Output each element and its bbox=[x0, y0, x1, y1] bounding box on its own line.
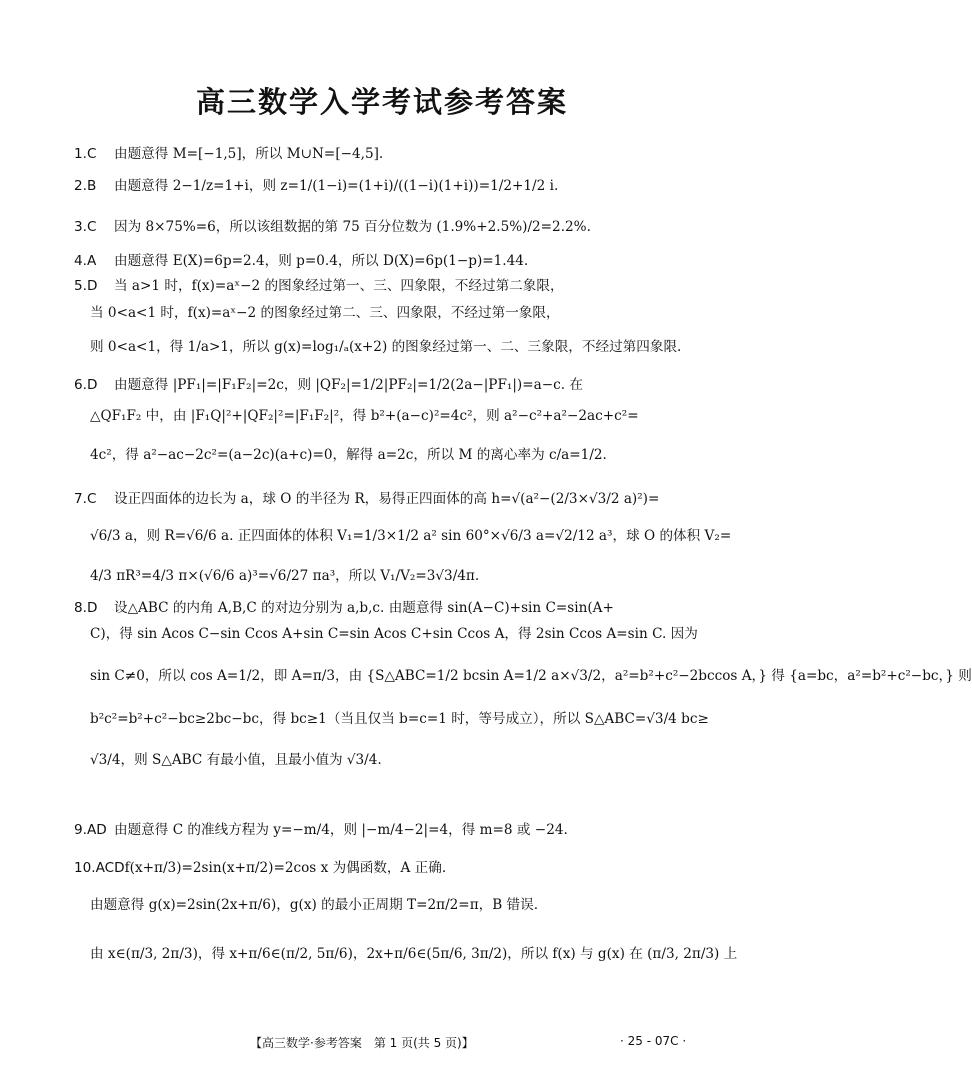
answer-line bbox=[90, 406, 730, 426]
answer-line bbox=[90, 445, 730, 465]
question-number: 5.D bbox=[74, 278, 98, 294]
answer-line bbox=[74, 489, 714, 509]
footer-code: · 25 - 07C · bbox=[620, 1034, 687, 1048]
answer-line bbox=[74, 375, 714, 395]
answer-line bbox=[90, 666, 972, 686]
answer-text: 因为 8×75%=6，所以该组数据的第 75 百分位数为 (1.9%+2.5%)/2=2.2%. bbox=[114, 219, 591, 235]
answer-line bbox=[74, 598, 714, 618]
answer-line bbox=[90, 624, 730, 644]
answer-line bbox=[90, 944, 738, 964]
answer-line bbox=[90, 750, 730, 770]
answer-text: 则 0<a<1，得 1/a>1，所以 g(x)=log₁/ₐ(x+2) 的图象经过第一、二、三象限，不经过第四象限. bbox=[90, 339, 682, 355]
answer-text: 4c²，得 a²−ac−2c²=(a−2c)(a+c)=0，解得 a=2c，所以 M 的离心率为 c/a=1/2. bbox=[90, 447, 607, 463]
question-number: 10.ACD bbox=[74, 860, 125, 876]
answer-line bbox=[74, 276, 714, 296]
answer-line bbox=[90, 709, 730, 729]
answer-line bbox=[90, 895, 730, 915]
question-number: 3.C bbox=[74, 219, 97, 235]
answer-line bbox=[74, 820, 714, 840]
answer-text: 4/3 πR³=4/3 π×(√6/6 a)³=√6/27 πa³，所以 V₁/V₂=3√3/4π. bbox=[90, 568, 480, 584]
answer-text: 由题意得 g(x)=2sin(2x+π/6)，g(x) 的最小正周期 T=2π/2=π，B 错误. bbox=[90, 897, 539, 913]
answer-line bbox=[74, 176, 714, 196]
answer-text: 当 0<a<1 时，f(x)=aˣ−2 的图象经过第二、三、四象限，不经过第一象限， bbox=[90, 305, 560, 321]
question-number: 8.D bbox=[74, 600, 98, 616]
question-number: 2.B bbox=[74, 178, 97, 194]
answer-text: 由题意得 E(X)=6p=2.4，则 p=0.4，所以 D(X)=6p(1−p)=1.44. bbox=[114, 253, 529, 269]
answer-text: 由题意得 2−1/z=1+i，则 z=1/(1−i)=(1+i)/((1−i)(1+i))=1/2+1/2 i. bbox=[114, 178, 559, 194]
answer-text: b²c²=b²+c²−bc≥2bc−bc，得 bc≥1（当且仅当 b=c=1 时，等号成立），所以 S△ABC=√3/4 bc≥ bbox=[90, 711, 709, 727]
answer-text: 由 x∈(π/3, 2π/3)，得 x+π/6∈(π/2, 5π/6)，2x+π/6∈(5π/6, 3π/2)，所以 f(x) 与 g(x) 在 (π/3, 2π/3) 上 bbox=[90, 946, 738, 962]
answer-line bbox=[90, 526, 730, 546]
answer-text: 当 a>1 时，f(x)=aˣ−2 的图象经过第一、三、四象限，不经过第二象限， bbox=[114, 278, 564, 294]
answer-text: C)，得 sin Acos C−sin Ccos A+sin C=sin Acos C+sin Ccos A，得 2sin Ccos A=sin C. 因为 bbox=[90, 626, 698, 642]
answer-text: √6/3 a，则 R=√6/6 a. 正四面体的体积 V₁=1/3×1/2 a² sin 60°×√6/3 a=√2/12 a³，球 O 的体积 V₂= bbox=[90, 528, 732, 544]
page-title: 高三数学入学考试参考答案 bbox=[195, 85, 568, 119]
footer-page-info: 【高三数学·参考答案 第 1 页(共 5 页)】 bbox=[250, 1036, 474, 1050]
question-number: 1.C bbox=[74, 146, 97, 162]
answer-line bbox=[74, 858, 714, 878]
answer-text: 设正四面体的边长为 a，球 O 的半径为 R，易得正四面体的高 h=√(a²−(2/3×√3/2 a)²)= bbox=[114, 491, 660, 507]
question-number: 9.AD bbox=[74, 822, 107, 838]
answer-line bbox=[90, 303, 730, 323]
answer-text: sin C≠0，所以 cos A=1/2，即 A=π/3，由 {S△ABC=1/2 bcsin A=1/2 a×√3/2，a²=b²+c²−2bccos A，} 得 {a=bc，a²=b²+c²−bc，} 则 bbox=[90, 668, 972, 684]
answer-text: 由题意得 C 的准线方程为 y=−m/4，则 |−m/4−2|=4，得 m=8 或 −24. bbox=[114, 822, 568, 838]
answer-line bbox=[74, 144, 714, 164]
question-number: 4.A bbox=[74, 253, 97, 269]
answer-text: △QF₁F₂ 中，由 |F₁Q|²+|QF₂|²=|F₁F₂|²，得 b²+(a−c)²=4c²，则 a²−c²+a²−2ac+c²= bbox=[90, 408, 639, 424]
question-number: 6.D bbox=[74, 377, 98, 393]
answer-line bbox=[74, 217, 714, 237]
answer-text: 设△ABC 的内角 A,B,C 的对边分别为 a,b,c. 由题意得 sin(A−C)+sin C=sin(A+ bbox=[114, 600, 614, 616]
answer-line bbox=[90, 337, 730, 357]
answer-text: 由题意得 M=[−1,5]，所以 M∪N=[−4,5]. bbox=[114, 146, 384, 162]
question-number: 7.C bbox=[74, 491, 97, 507]
answer-text: 由题意得 |PF₁|=|F₁F₂|=2c，则 |QF₂|=1/2|PF₂|=1/2(2a−|PF₁|)=a−c. 在 bbox=[114, 377, 583, 393]
answer-line bbox=[90, 566, 730, 586]
answer-line bbox=[74, 251, 714, 271]
answer-text: f(x+π/3)=2sin(x+π/2)=2cos x 为偶函数，A 正确. bbox=[124, 860, 447, 876]
answer-text: √3/4，则 S△ABC 有最小值，且最小值为 √3/4. bbox=[90, 752, 382, 768]
